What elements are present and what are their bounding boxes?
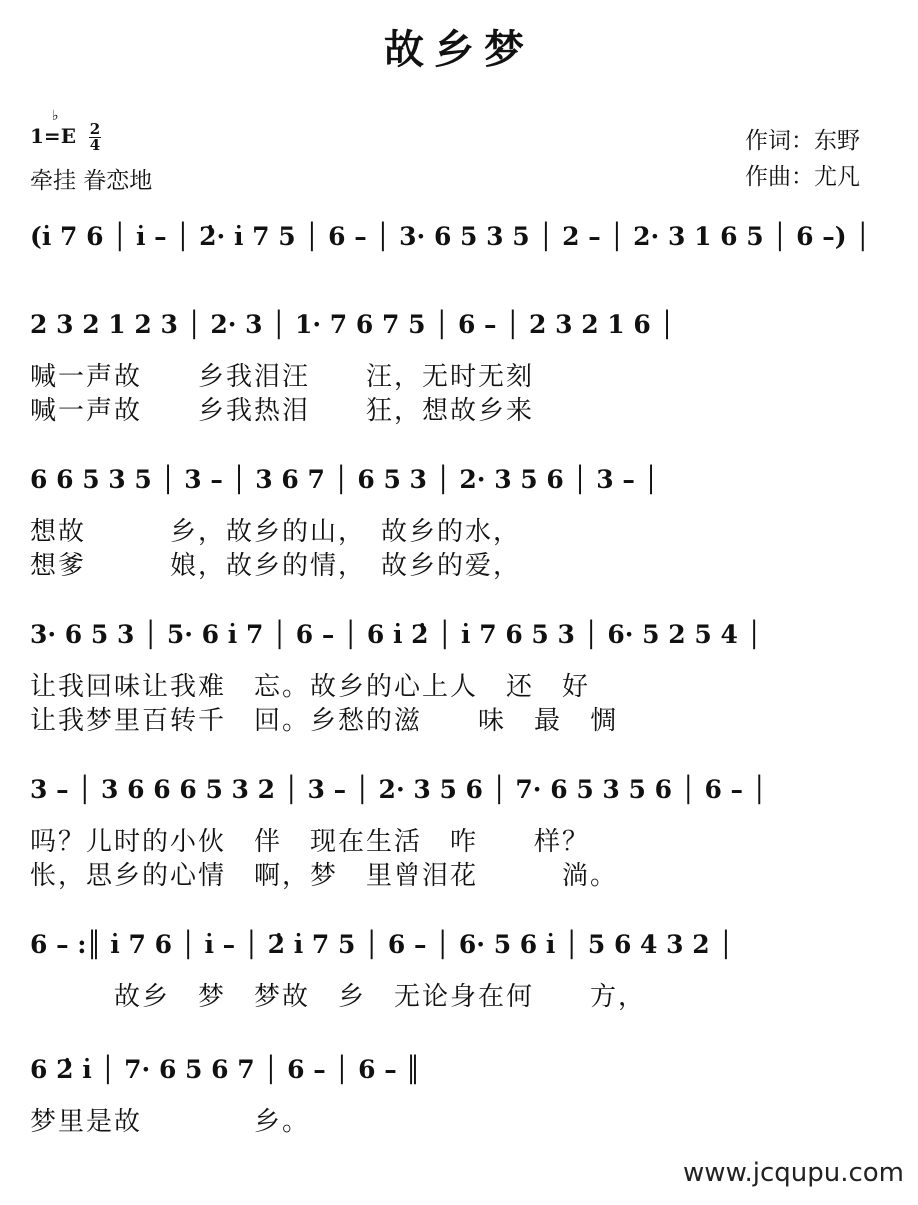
score-system-3	[0, 465, 918, 615]
lyric-verse-2: 想爹 娘，故乡的情， 故乡的爱，	[30, 551, 522, 581]
key-note: E	[60, 124, 76, 148]
meter-bottom: 4	[89, 136, 101, 154]
watermark-url: www.jcqupu.com	[683, 1158, 904, 1188]
notation-line: 3· 6 5 3 │ 5· 6 i̇ 7 │ 6 – │ 6 i̇ 2̇ │ i̇ 7 6 5 3 │ 6· 5 2 5 4 │	[30, 620, 762, 649]
lyricist-credit: 作词：东野	[745, 128, 860, 154]
notation-line: (i̇ 7 6 │ i̇ – │ 2̇· i̇ 7 5 │ 6 – │ 3· 6 5 3 5 │ 2 – │ 2· 3 1 6 5 │ 6 –) │	[30, 222, 871, 251]
lyric-verse-2: 喊一声故 乡我热泪 狂，想故乡来	[30, 396, 535, 426]
notation-line: 3 – │ 3 6 6 6 5 3 2 │ 3 – │ 2· 3 5 6 │ 7· 6 5 3 5 6 │ 6 – │	[30, 775, 767, 804]
lyric-verse-1: 让我回味让我难 忘。故乡的心上人 还 好	[30, 672, 591, 702]
lyric-verse-1: 喊一声故 乡我泪汪 汪，无时无刻	[30, 362, 535, 392]
lyric-verse-1: 想故 乡，故乡的山， 故乡的水，	[30, 517, 522, 547]
score-system-5	[0, 775, 918, 925]
score-system-4	[0, 620, 918, 770]
notation-line: 6 – :║ i̇ 7 6 │ i̇ – │ 2̇ i̇ 7 5 │ 6 – │ 6· 5 6 i̇ │ 5 6 4 3 2 │	[30, 930, 734, 959]
lyric-refrain: 故乡 梦 梦故 乡 无论身在何 方，	[30, 982, 647, 1012]
notation-line: 6 6 5 3 5 │ 3 – │ 3 6 7 │ 6 5 3 │ 2· 3 5 6 │ 3 – │	[30, 465, 659, 494]
expression-marking: 牵挂 眷恋地	[30, 168, 153, 194]
lyric-verse-2: 怅，思乡的心情 啊，梦 里曾泪花 淌。	[30, 861, 619, 891]
lyric-verse-1: 吗？儿时的小伙 伴 现在生活 咋 样？	[30, 827, 591, 857]
flat-sign: ♭	[52, 108, 59, 124]
composer-credit: 作曲：尤凡	[745, 164, 860, 190]
notation-line: 6 2̇ i̇ │ 7· 6 5 6 7 │ 6 – │ 6 – ║	[30, 1055, 421, 1084]
key-prefix: 1=	[30, 124, 61, 148]
score-system-2	[0, 310, 918, 460]
notation-line: 2 3 2 1 2 3 │ 2· 3 │ 1· 7 6 7 5 │ 6 – │ 2 3 2 1 6 │	[30, 310, 675, 339]
lyric-verse-2: 让我梦里百转千 回。乡愁的滋 味 最 惆	[30, 706, 619, 736]
meter-top: 2	[89, 120, 101, 138]
lyric-ending: 梦里是故 乡。	[30, 1107, 311, 1137]
song-title: 故乡梦	[384, 26, 534, 73]
time-signature	[89, 122, 101, 153]
key-signature	[30, 108, 101, 154]
